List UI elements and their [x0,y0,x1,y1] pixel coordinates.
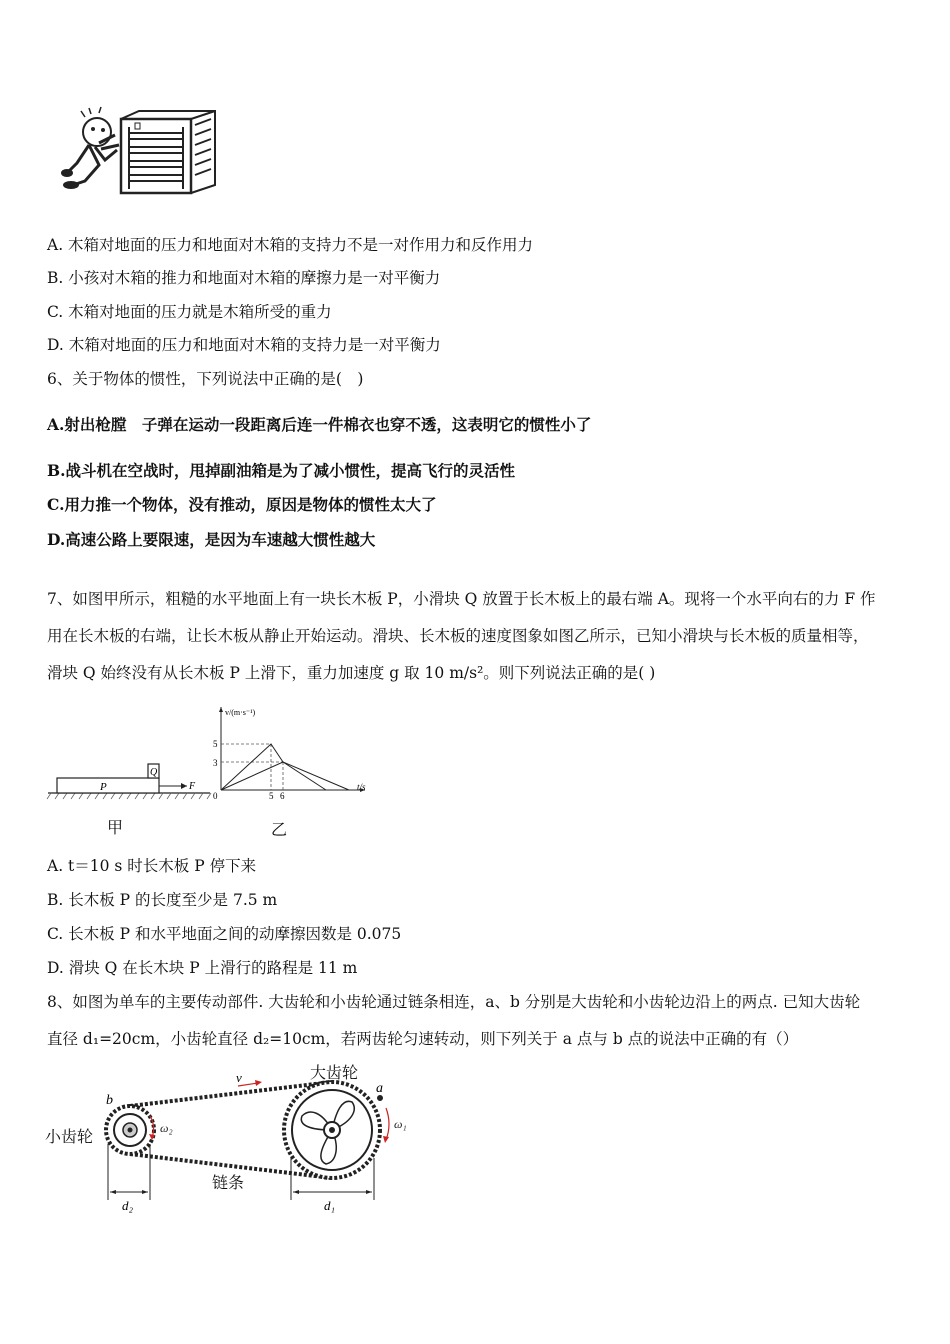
t-axis-label: t/s [357,782,366,792]
child-pushing-box-figure [55,105,230,200]
velocity-label: v [236,1070,242,1085]
d2-label: d₂ [122,1198,134,1213]
q5-option-d: D. 木箱对地面的压力和地面对木箱的支持力是一对平衡力 [47,336,441,354]
omega2-label: ω₂ [160,1121,173,1135]
q6-stem: 6、关于物体的惯性，下列说法中正确的是( ) [47,370,364,388]
y-tick-3: 3 [213,758,218,768]
d1-label: d₁ [324,1198,336,1213]
v-axis-label: v/(m·s⁻¹) [225,708,256,717]
small-gear [106,1106,154,1154]
big-gear [284,1082,380,1178]
q5-option-b: B. 小孩对木箱的推力和地面对木箱的摩擦力是一对平衡力 [47,269,441,287]
q5-option-c: C. 木箱对地面的压力就是木箱所受的重力 [47,303,332,321]
q7-option-d: D. 滑块 Q 在长木块 P 上滑行的路程是 11 m [47,959,358,977]
q8-diagram [40,1060,430,1220]
board-velocity-line [221,744,349,790]
q6-option-a: A.射出枪膛 子弹在运动一段距离后连一件棉衣也穿不透，这表明它的惯性小了 [47,415,592,434]
q8-stem-line-2: 直径 d₁=20cm，小齿轮直径 d₂=10cm，若两齿轮匀速转动，则下列关于 a 点与 b 点的说法中正确的有（） [47,1030,799,1048]
y-tick-5: 5 [213,739,218,749]
figure-jia-label: 甲 [107,818,124,837]
q7-option-c: C. 长木板 P 和水平地面之间的动摩擦因数是 0.075 [47,925,402,943]
board-p [57,778,159,793]
x-tick-5: 5 [269,791,274,801]
board-p-label: P [100,781,107,793]
big-gear-label: 大齿轮 [310,1063,359,1082]
child-pushing-box-drawing [55,105,230,200]
point-a-label: a [376,1081,383,1096]
q7-option-b: B. 长木板 P 的长度至少是 7.5 m [47,891,278,909]
q8-stem-line-1: 8、如图为单车的主要传动部件. 大齿轮和小齿轮通过链条相连，a、b 分别是大齿轮和小齿轮边沿上的两点. 已知大齿轮 [47,993,861,1011]
q6-option-c: C.用力推一个物体，没有推动，原因是物体的惯性太大了 [47,495,437,514]
origin-label: 0 [213,791,218,801]
q7-stem-line-2: 用在长木板的右端，让长木板从静止开始运动。滑块、长木板的速度图象如图乙所示，已知小滑块与长木板的质量相等， [47,627,869,645]
force-f-label: F [189,781,196,792]
q6-option-b: B.战斗机在空战时，甩掉副油箱是为了减小惯性，提高飞行的灵活性 [47,461,515,480]
q6-option-d: D.高速公路上要限速，是因为车速越大惯性越大 [47,530,376,549]
q7-stem-line-1: 7、如图甲所示，粗糙的水平地面上有一块长木板 P，小滑块 Q 放置于长木板上的最右端 A。现将一个水平向右的力 F 作 [47,590,876,608]
omega1-label: ω₁ [394,1117,407,1131]
figure-yi-label: 乙 [271,820,288,839]
chain-label: 链条 [212,1173,245,1192]
small-gear-label: 小齿轮 [45,1127,94,1146]
q7-stem-line-3: 滑块 Q 始终没有从长木板 P 上滑下，重力加速度 g 取 10 m/s²。则下列说法正确的是( ) [47,664,656,682]
q7-option-a: A. t＝10 s 时长木板 P 停下来 [47,857,257,875]
q8-bicycle-drive-figure [40,1060,430,1220]
point-b-label: b [106,1093,113,1108]
q7-diagram [45,700,375,840]
x-tick-6: 6 [280,791,285,801]
q5-option-a: A. 木箱对地面的压力和地面对木箱的支持力不是一对作用力和反作用力 [47,236,534,254]
q7-figure [45,700,375,840]
block-q-label: Q [150,767,158,778]
graph-guides [221,744,283,790]
